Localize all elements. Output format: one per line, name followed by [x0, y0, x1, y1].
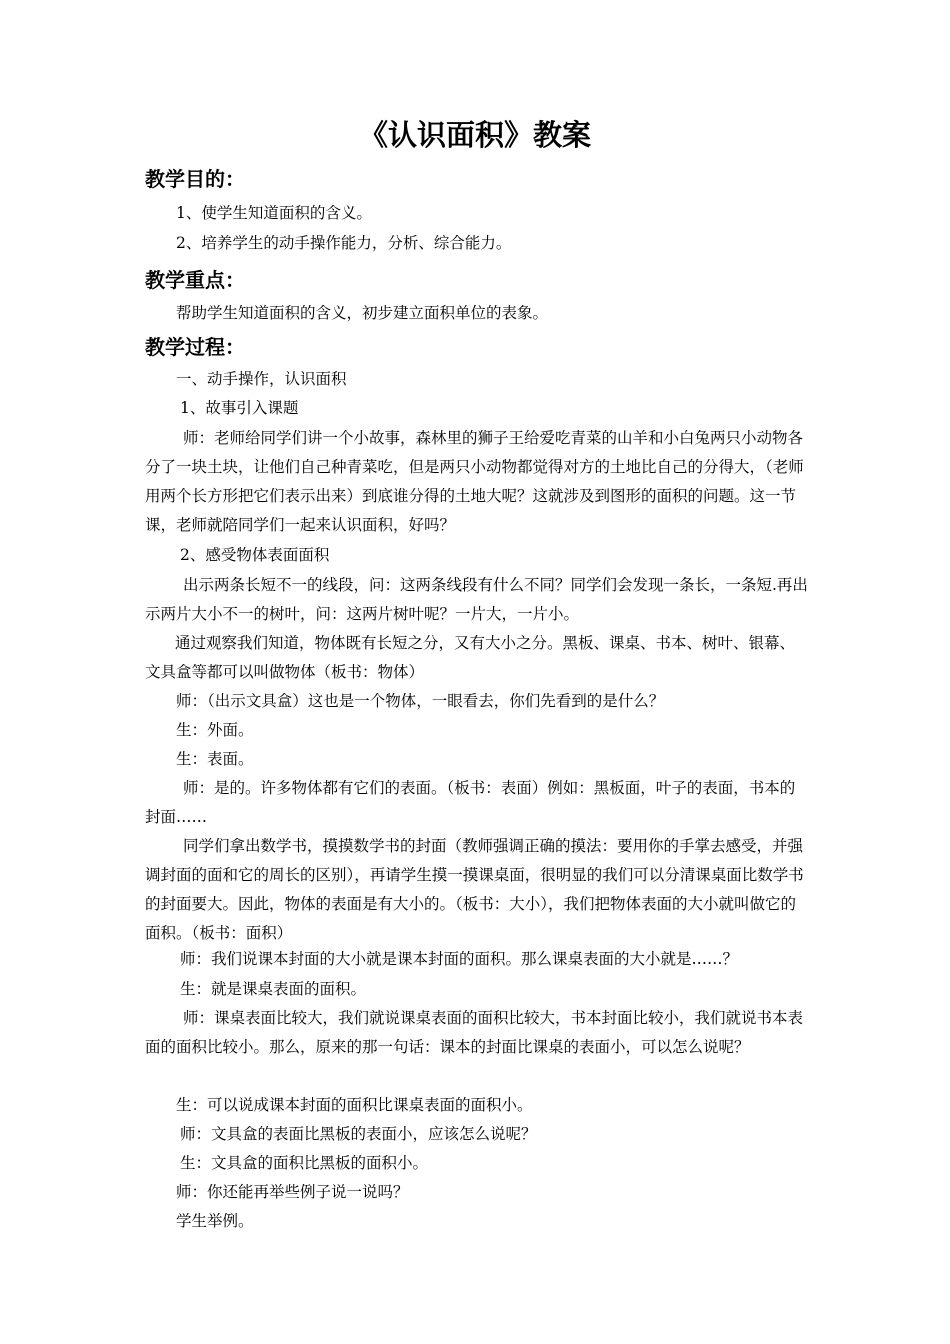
purpose-item-2: 2、培养学生的动手操作能力，分析、综合能力。 — [176, 234, 512, 252]
purpose-item-1: 1、使学生知道面积的含义。 — [176, 204, 372, 222]
focus-heading: 教学重点： — [145, 268, 245, 292]
student-examples-line: 学生举例。 — [176, 1212, 254, 1230]
touch-book-paragraph: 同学们拿出数学书，摸摸数学书的封面（教师强调正确的摸法：要用你的手掌去感受，并强调封面的面和它的周长的区别），再请学生摸一摸课桌面，很明显的我们可以分清课桌面比数学书的封面要大。因此，物体的表面是有大小的。（板书：大小），我们把物体表面的大小就叫做它的面积。（板书：面积） — [145, 837, 804, 942]
student-surface-line: 生：表面。 — [176, 750, 254, 768]
teacher-pencil-box-line: 师：文具盒的表面比黑板的表面小，应该怎么说呢？ — [180, 1125, 537, 1143]
teacher-surface-paragraph: 师：是的。许多物体都有它们的表面。（板书：表面）例如：黑板面，叶子的表面，书本的封面…… — [145, 779, 796, 826]
teacher-more-line: 师：你还能再举些例子说一说吗？ — [176, 1183, 409, 1201]
purpose-heading: 教学目的： — [145, 167, 245, 191]
process-step-2: 2、感受物体表面面积 — [180, 546, 330, 564]
student-desk-line: 生：就是课桌表面的面积。 — [180, 980, 367, 998]
student-outside-line: 生：外面。 — [176, 721, 254, 739]
show-lines-paragraph: 出示两条长短不一的线段，问：这两条线段有什么不同？同学们会发现一条长，一条短.再出示两片大小不一的树叶，问：这两片树叶呢？一片大，一片小。 — [145, 576, 808, 623]
teacher-box-line: 师：（出示文具盒）这也是一个物体，一眼看去，你们先看到的是什么？ — [176, 692, 665, 710]
process-part-1: 一、动手操作，认识面积 — [176, 370, 347, 388]
story-paragraph: 师：老师给同学们讲一个小故事，森林里的狮子王给爱吃青菜的山羊和小白兔两只小动物各分了一块土块，让他们自己种青菜吃，但是两只小动物都觉得对方的土地比自己的分得大，（老师用两个长方形把它们表示出来）到底谁分得的土地大呢？这就涉及到图形的面积的问题。这一节课，老师就陪同学们一起来认识面积，好吗？ — [145, 429, 804, 534]
process-step-1: 1、故事引入课题 — [180, 399, 299, 417]
focus-text: 帮助学生知道面积的含义，初步建立面积单位的表象。 — [176, 304, 549, 322]
student-answer-2-line: 生：文具盒的面积比黑板的面积小。 — [180, 1154, 429, 1172]
process-heading: 教学过程： — [145, 335, 245, 359]
observe-paragraph: 通过观察我们知道，物体既有长短之分，又有大小之分。黑板、课桌、书本、树叶、银幕、文具盒等都可以叫做物体（板书：物体） — [145, 634, 796, 681]
teacher-compare-paragraph: 师：课桌表面比较大，我们就说课桌表面的面积比较大，书本封面比较小，我们就说书本表面的面积比较小。那么，原来的那一句话：课本的封面比课桌的表面小，可以怎么说呢？ — [145, 1009, 804, 1056]
document-title: 《认识面积》教案 — [358, 118, 591, 152]
student-answer-1-line: 生：可以说成课本封面的面积比课桌表面的面积小。 — [176, 1096, 533, 1114]
teacher-cover-line: 师：我们说课本封面的大小就是课本封面的面积。那么课桌表面的大小就是……？ — [180, 950, 739, 968]
